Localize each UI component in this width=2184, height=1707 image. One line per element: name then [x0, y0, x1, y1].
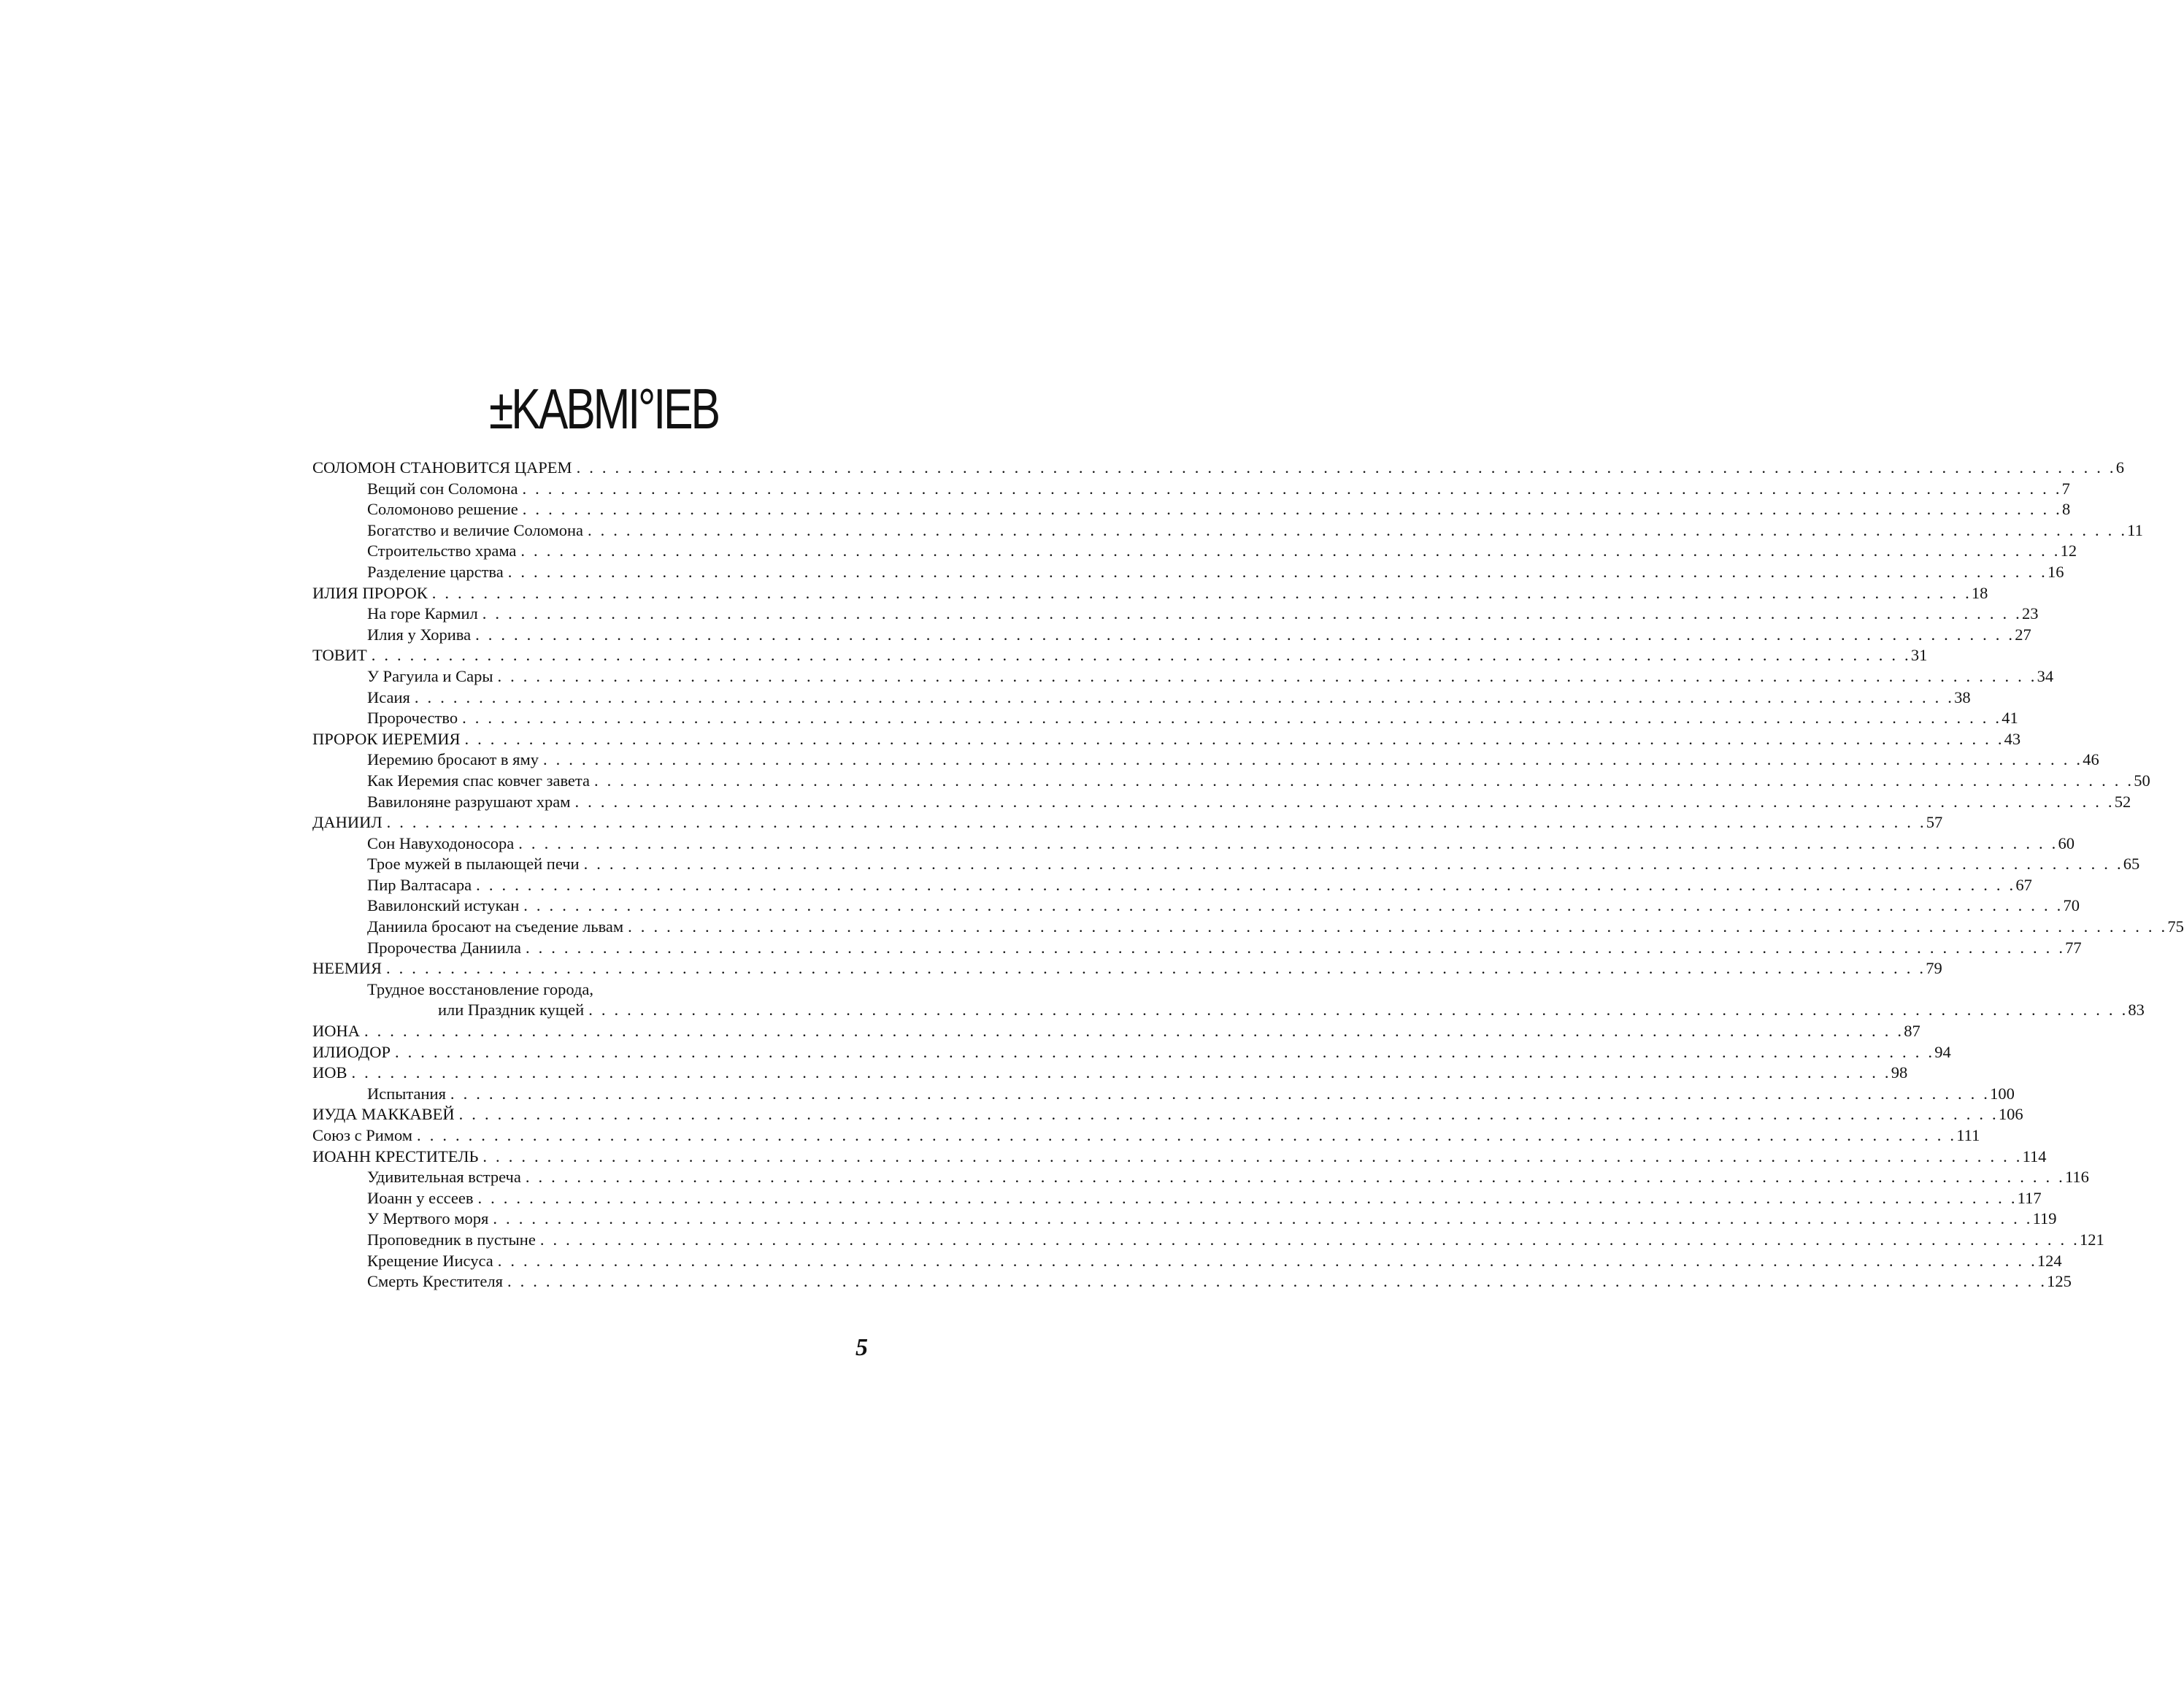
toc-entry-title: Исаия	[367, 687, 410, 706]
toc-entry	[312, 729, 2021, 750]
toc-entry	[312, 625, 2031, 646]
toc-entry	[312, 1000, 2145, 1021]
toc-entry-title: Союз с Римом	[312, 1126, 413, 1144]
toc-entry	[312, 958, 1942, 979]
toc-entry	[312, 1125, 1980, 1147]
toc-entry-page-number: 11	[2127, 520, 2143, 539]
toc-entry-title: СОЛОМОН СТАНОВИТСЯ ЦАРЕМ	[312, 458, 572, 477]
dot-leader: . . . . . . . . . . . . . . . . . . . . . . . . . . . . . . . . . . . . . . . . . . . . . . . . . . . . . . . . . . . . . . . . . . . . . . . . . . . . . . . . . . . . . . . . . . . . . . . . . . . . . . . . . . . . . . . . . . . . . . . .	[594, 771, 2134, 790]
dot-leader: . . . . . . . . . . . . . . . . . . . . . . . . . . . . . . . . . . . . . . . . . . . . . . . . . . . . . . . . . . . . . . . . . . . . . . . . . . . . . . . . . . . . . . . . . . . . . . . . . . . . . . . . . . . . . . . . . . . . . . . .	[493, 1209, 2033, 1228]
dot-leader: . . . . . . . . . . . . . . . . . . . . . . . . . . . . . . . . . . . . . . . . . . . . . . . . . . . . . . . . . . . . . . . . . . . . . . . . . . . . . . . . . . . . . . . . . . . . . . . . . . . . . . . . . . . . . . . . . . . . . . . .	[497, 666, 2037, 685]
dot-leader: . . . . . . . . . . . . . . . . . . . . . . . . . . . . . . . . . . . . . . . . . . . . . . . . . . . . . . . . . . . . . . . . . . . . . . . . . . . . . . . . . . . . . . . . . . . . . . . . . . . . . . . . . . . . . . . . . . . . . . . .	[364, 1022, 1904, 1041]
toc-entry-title: Крещение Иисуса	[367, 1251, 493, 1270]
dot-leader: . . . . . . . . . . . . . . . . . . . . . . . . . . . . . . . . . . . . . . . . . . . . . . . . . . . . . . . . . . . . . . . . . . . . . . . . . . . . . . . . . . . . . . . . . . . . . . . . . . . . . . . . . . . . . . . . . . . . . . . .	[417, 1126, 1957, 1144]
toc-entry	[312, 645, 1928, 666]
page-title: ±KABMI°IEB	[489, 377, 718, 441]
toc-entry-page-number: 87	[1904, 1022, 1920, 1041]
table-of-contents	[312, 458, 2184, 1292]
toc-entry	[312, 541, 2077, 562]
toc-entry-page-number: 100	[1990, 1084, 2015, 1103]
toc-entry-title: Трудное восстановление города,	[367, 979, 594, 998]
toc-entry-page-number: 111	[1956, 1126, 1980, 1144]
toc-entry-page-number: 121	[2080, 1230, 2104, 1249]
toc-entry-page-number: 57	[1926, 813, 1943, 832]
toc-entry	[312, 562, 2064, 583]
dot-leader: . . . . . . . . . . . . . . . . . . . . . . . . . . . . . . . . . . . . . . . . . . . . . . . . . . . . . . . . . . . . . . . . . . . . . . . . . . . . . . . . . . . . . . . . . . . . . . . . . . . . . . . . . . . . . . . . . . . . . . . .	[497, 1251, 2037, 1270]
toc-entry-page-number: 116	[2065, 1168, 2089, 1187]
dot-leader: . . . . . . . . . . . . . . . . . . . . . . . . . . . . . . . . . . . . . . . . . . . . . . . . . . . . . . . . . . . . . . . . . . . . . . . . . . . . . . . . . . . . . . . . . . . . . . . . . . . . . . . . . . . . . . . . . . . . . . . .	[386, 959, 1926, 978]
toc-entry-page-number: 60	[2058, 833, 2075, 852]
toc-entry-title: У Рагуила и Сары	[367, 666, 493, 685]
toc-entry-title: Разделение царства	[367, 562, 504, 581]
toc-entry-title: Вавилоняне разрушают храм	[367, 792, 571, 811]
dot-leader: . . . . . . . . . . . . . . . . . . . . . . . . . . . . . . . . . . . . . . . . . . . . . . . . . . . . . . . . . . . . . . . . . . . . . . . . . . . . . . . . . . . . . . . . . . . . . . . . . . . . . . . . . . . . . . . . . . . . . . . .	[588, 1001, 2129, 1020]
dot-leader: . . . . . . . . . . . . . . . . . . . . . . . . . . . . . . . . . . . . . . . . . . . . . . . . . . . . . . . . . . . . . . . . . . . . . . . . . . . . . . . . . . . . . . . . . . . . . . . . . . . . . . . . . . . . . . . . . . . . . . . .	[525, 1168, 2065, 1187]
toc-entry	[312, 520, 2143, 542]
dot-leader: . . . . . . . . . . . . . . . . . . . . . . . . . . . . . . . . . . . . . . . . . . . . . . . . . . . . . . . . . . . . . . . . . . . . . . . . . . . . . . . . . . . . . . . . . . . . . . . . . . . . . . . . . . . . . . . . . . . . . . . .	[476, 875, 2016, 894]
toc-entry	[312, 687, 1971, 709]
toc-entry-title: ДАНИИЛ	[312, 813, 382, 832]
toc-entry-title: ПРОРОК ИЕРЕМИЯ	[312, 729, 461, 748]
toc-entry	[312, 750, 2099, 771]
dot-leader: . . . . . . . . . . . . . . . . . . . . . . . . . . . . . . . . . . . . . . . . . . . . . . . . . . . . . . . . . . . . . . . . . . . . . . . . . . . . . . . . . . . . . . . . . . . . . . . . . . . . . . . . . . . . . . . . . . . . . . . .	[464, 729, 2004, 748]
dot-leader: . . . . . . . . . . . . . . . . . . . . . . . . . . . . . . . . . . . . . . . . . . . . . . . . . . . . . . . . . . . . . . . . . . . . . . . . . . . . . . . . . . . . . . . . . . . . . . . . . . . . . . . . . . . . . . . . . . . . . . . .	[583, 855, 2123, 874]
toc-entry	[312, 833, 2075, 855]
toc-entry-page-number: 124	[2037, 1251, 2062, 1270]
dot-leader: . . . . . . . . . . . . . . . . . . . . . . . . . . . . . . . . . . . . . . . . . . . . . . . . . . . . . . . . . . . . . . . . . . . . . . . . . . . . . . . . . . . . . . . . . . . . . . . . . . . . . . . . . . . . . . . . . . . . . . . .	[520, 542, 2061, 560]
toc-entry-title: У Мертвого моря	[367, 1209, 489, 1228]
toc-entry-page-number: 18	[1971, 583, 1988, 602]
toc-entry-page-number: 52	[2114, 792, 2131, 811]
toc-entry-page-number: 6	[2115, 458, 2124, 477]
toc-entry	[312, 771, 2150, 792]
toc-entry	[312, 1167, 2089, 1188]
dot-leader: . . . . . . . . . . . . . . . . . . . . . . . . . . . . . . . . . . . . . . . . . . . . . . . . . . . . . . . . . . . . . . . . . . . . . . . . . . . . . . . . . . . . . . . . . . . . . . . . . . . . . . . . . . . . . . . . . . . . . . . .	[477, 1188, 2018, 1207]
toc-entry-title: ТОВИТ	[312, 646, 367, 665]
dot-leader: . . . . . . . . . . . . . . . . . . . . . . . . . . . . . . . . . . . . . . . . . . . . . . . . . . . . . . . . . . . . . . . . . . . . . . . . . . . . . . . . . . . . . . . . . . . . . . . . . . . . . . . . . . . . . . . . . . . . . . . .	[518, 833, 2058, 852]
dot-leader: . . . . . . . . . . . . . . . . . . . . . . . . . . . . . . . . . . . . . . . . . . . . . . . . . . . . . . . . . . . . . . . . . . . . . . . . . . . . . . . . . . . . . . . . . . . . . . . . . . . . . . . . . . . . . . . . . . . . . . . .	[628, 917, 2168, 936]
toc-entry-page-number: 31	[1910, 646, 1928, 665]
toc-entry	[312, 1021, 1920, 1042]
toc-entry-page-number: 23	[2021, 604, 2039, 623]
toc-entry-title: Смерть Крестителя	[367, 1272, 503, 1291]
dot-leader: . . . . . . . . . . . . . . . . . . . . . . . . . . . . . . . . . . . . . . . . . . . . . . . . . . . . . . . . . . . . . . . . . . . . . . . . . . . . . . . . . . . . . . . . . . . . . . . . . . . . . . . . . . . . . . . . . . . . . . . .	[450, 1084, 1991, 1103]
toc-entry-page-number: 16	[2047, 562, 2064, 581]
toc-entry-page-number: 119	[2032, 1209, 2057, 1228]
dot-leader: . . . . . . . . . . . . . . . . . . . . . . . . . . . . . . . . . . . . . . . . . . . . . . . . . . . . . . . . . . . . . . . . . . . . . . . . . . . . . . . . . . . . . . . . . . . . . . . . . . . . . . . . . . . . . . . . . . . . . . . .	[587, 520, 2128, 539]
toc-entry-page-number: 98	[1891, 1063, 1908, 1082]
dot-leader: . . . . . . . . . . . . . . . . . . . . . . . . . . . . . . . . . . . . . . . . . . . . . . . . . . . . . . . . . . . . . . . . . . . . . . . . . . . . . . . . . . . . . . . . . . . . . . . . . . . . . . . . . . . . . . . . . . . . . . . .	[371, 646, 1911, 665]
page-number: 5	[855, 1334, 868, 1361]
toc-entry-title: ИОВ	[312, 1063, 347, 1082]
toc-entry-page-number: 46	[2083, 750, 2099, 769]
toc-entry-page-number: 117	[2017, 1188, 2042, 1207]
toc-entry	[312, 1230, 2104, 1251]
toc-entry-page-number: 34	[2037, 666, 2054, 685]
dot-leader: . . . . . . . . . . . . . . . . . . . . . . . . . . . . . . . . . . . . . . . . . . . . . . . . . . . . . . . . . . . . . . . . . . . . . . . . . . . . . . . . . . . . . . . . . . . . . . . . . . . . . . . . . . . . . . . . . . . . . . . .	[458, 1105, 1999, 1124]
dot-leader: . . . . . . . . . . . . . . . . . . . . . . . . . . . . . . . . . . . . . . . . . . . . . . . . . . . . . . . . . . . . . . . . . . . . . . . . . . . . . . . . . . . . . . . . . . . . . . . . . . . . . . . . . . . . . . . . . . . . . . . .	[574, 792, 2115, 811]
toc-entry-page-number: 83	[2128, 1001, 2145, 1020]
toc-entry	[312, 666, 2054, 687]
dot-leader: . . . . . . . . . . . . . . . . . . . . . . . . . . . . . . . . . . . . . . . . . . . . . . . . . . . . . . . . . . . . . . . . . . . . . . . . . . . . . . . . . . . . . . . . . . . . . . . . . . . . . . . . . . . . . . . . . . . . . . . .	[482, 1147, 2023, 1165]
toc-entry-title: Проповедник в пустыне	[367, 1230, 536, 1249]
toc-entry	[312, 1147, 2047, 1168]
dot-leader: . . . . . . . . . . . . . . . . . . . . . . . . . . . . . . . . . . . . . . . . . . . . . . . . . . . . . . . . . . . . . . . . . . . . . . . . . . . . . . . . . . . . . . . . . . . . . . . . . . . . . . . . . . . . . . . . . . . . . . . .	[475, 625, 2015, 644]
toc-entry-title: Даниила бросают на съедение львам	[367, 917, 624, 936]
toc-entry-title: Пир Валтасара	[367, 875, 472, 894]
toc-entry	[312, 499, 2071, 520]
toc-entry-title: Удивительная встреча	[367, 1168, 521, 1187]
toc-entry-page-number: 41	[2002, 709, 2018, 728]
dot-leader: . . . . . . . . . . . . . . . . . . . . . . . . . . . . . . . . . . . . . . . . . . . . . . . . . . . . . . . . . . . . . . . . . . . . . . . . . . . . . . . . . . . . . . . . . . . . . . . . . . . . . . . . . . . . . . . . . . . . . . . .	[543, 750, 2083, 769]
dot-leader: . . . . . . . . . . . . . . . . . . . . . . . . . . . . . . . . . . . . . . . . . . . . . . . . . . . . . . . . . . . . . . . . . . . . . . . . . . . . . . . . . . . . . . . . . . . . . . . . . . . . . . . . . . . . . . . . . . . . . . . .	[482, 604, 2022, 623]
toc-entry	[312, 458, 2124, 479]
toc-entry-page-number: 8	[2061, 500, 2071, 519]
toc-entry	[312, 479, 2070, 500]
toc-entry-title: Богатство и величие Соломона	[367, 520, 583, 539]
toc-entry	[312, 792, 2131, 813]
toc-entry-title: Иоанн у ессеев	[367, 1188, 474, 1207]
toc-entry-title: ИОНА	[312, 1022, 360, 1041]
toc-entry	[312, 1271, 2072, 1292]
toc-entry-title: Трое мужей в пылающей печи	[367, 855, 580, 874]
dot-leader: . . . . . . . . . . . . . . . . . . . . . . . . . . . . . . . . . . . . . . . . . . . . . . . . . . . . . . . . . . . . . . . . . . . . . . . . . . . . . . . . . . . . . . . . . . . . . . . . . . . . . . . . . . . . . . . . . . . . . . . .	[414, 687, 1955, 706]
toc-entry	[312, 812, 1943, 833]
toc-entry-title: Как Иеремия спас ковчег завета	[367, 771, 591, 790]
toc-entry-title: Иеремию бросают в яму	[367, 750, 539, 769]
toc-entry	[312, 1251, 2062, 1272]
toc-entry-title: Пророчество	[367, 709, 458, 728]
toc-entry	[312, 1104, 2023, 1125]
toc-entry-page-number: 27	[2015, 625, 2031, 644]
toc-entry-page-number: 125	[2047, 1272, 2072, 1291]
toc-entry-page-number: 67	[2015, 875, 2032, 894]
toc-entry-title: Илия у Хорива	[367, 625, 472, 644]
toc-entry-title: ИОАНН КРЕСТИТЕЛЬ	[312, 1147, 479, 1165]
dot-leader: . . . . . . . . . . . . . . . . . . . . . . . . . . . . . . . . . . . . . . . . . . . . . . . . . . . . . . . . . . . . . . . . . . . . . . . . . . . . . . . . . . . . . . . . . . . . . . . . . . . . . . . . . . . . . . . . . . . . . . . .	[539, 1230, 2080, 1249]
toc-entry	[312, 875, 2032, 896]
dot-leader: . . . . . . . . . . . . . . . . . . . . . . . . . . . . . . . . . . . . . . . . . . . . . . . . . . . . . . . . . . . . . . . . . . . . . . . . . . . . . . . . . . . . . . . . . . . . . . . . . . . . . . . . . . . . . . . . . . . . . . . .	[462, 709, 2002, 728]
dot-leader: . . . . . . . . . . . . . . . . . . . . . . . . . . . . . . . . . . . . . . . . . . . . . . . . . . . . . . . . . . . . . . . . . . . . . . . . . . . . . . . . . . . . . . . . . . . . . . . . . . . . . . . . . . . . . . . . . . . . . . . .	[507, 1272, 2048, 1291]
toc-entry-page-number: 43	[2004, 729, 2021, 748]
toc-entry-title: На горе Кармил	[367, 604, 478, 623]
toc-entry-title: Вещий сон Соломона	[367, 479, 518, 498]
toc-entry-page-number: 50	[2134, 771, 2150, 790]
toc-entry-page-number: 94	[1934, 1042, 1951, 1061]
dot-leader: . . . . . . . . . . . . . . . . . . . . . . . . . . . . . . . . . . . . . . . . . . . . . . . . . . . . . . . . . . . . . . . . . . . . . . . . . . . . . . . . . . . . . . . . . . . . . . . . . . . . . . . . . . . . . . . . . . . . . . . .	[351, 1063, 1891, 1082]
toc-entry-page-number: 79	[1926, 959, 1942, 978]
toc-entry	[312, 1188, 2042, 1209]
toc-entry-title: Вавилонский истукан	[367, 896, 520, 915]
toc-entry-title: Пророчества Даниила	[367, 938, 521, 957]
toc-entry-page-number: 70	[2063, 896, 2080, 915]
dot-leader: . . . . . . . . . . . . . . . . . . . . . . . . . . . . . . . . . . . . . . . . . . . . . . . . . . . . . . . . . . . . . . . . . . . . . . . . . . . . . . . . . . . . . . . . . . . . . . . . . . . . . . . . . . . . . . . . . . . . . . . .	[431, 583, 1972, 602]
dot-leader: . . . . . . . . . . . . . . . . . . . . . . . . . . . . . . . . . . . . . . . . . . . . . . . . . . . . . . . . . . . . . . . . . . . . . . . . . . . . . . . . . . . . . . . . . . . . . . . . . . . . . . . . . . . . . . . . . . . . . . . .	[386, 813, 1926, 832]
toc-entry-title: ИЛИОДОР	[312, 1042, 391, 1061]
toc-entry-page-number: 106	[1998, 1105, 2023, 1124]
toc-entry-page-number: 77	[2065, 938, 2082, 957]
toc-entry-page-number: 75	[2167, 917, 2184, 936]
dot-leader: . . . . . . . . . . . . . . . . . . . . . . . . . . . . . . . . . . . . . . . . . . . . . . . . . . . . . . . . . . . . . . . . . . . . . . . . . . . . . . . . . . . . . . . . . . . . . . . . . . . . . . . . . . . . . . . . . . . . . . . .	[525, 938, 2066, 957]
toc-entry	[312, 895, 2080, 917]
toc-entry	[312, 604, 2039, 625]
toc-entry-title: ИЛИЯ ПРОРОК	[312, 583, 428, 602]
toc-entry-page-number: 38	[1954, 687, 1971, 706]
dot-leader: . . . . . . . . . . . . . . . . . . . . . . . . . . . . . . . . . . . . . . . . . . . . . . . . . . . . . . . . . . . . . . . . . . . . . . . . . . . . . . . . . . . . . . . . . . . . . . . . . . . . . . . . . . . . . . . . . . . . . . . .	[522, 479, 2062, 498]
dot-leader: . . . . . . . . . . . . . . . . . . . . . . . . . . . . . . . . . . . . . . . . . . . . . . . . . . . . . . . . . . . . . . . . . . . . . . . . . . . . . . . . . . . . . . . . . . . . . . . . . . . . . . . . . . . . . . . . . . . . . . . .	[523, 896, 2064, 915]
toc-entry	[312, 938, 2082, 959]
toc-entry-title: НЕЕМИЯ	[312, 959, 382, 978]
toc-entry	[312, 917, 2184, 938]
toc-entry-title: Соломоново решение	[367, 500, 518, 519]
toc-entry-page-number: 114	[2022, 1147, 2047, 1165]
toc-entry-title: ИУДА МАККАВЕЙ	[312, 1105, 455, 1124]
toc-entry-title: Испытания	[367, 1084, 446, 1103]
dot-leader: . . . . . . . . . . . . . . . . . . . . . . . . . . . . . . . . . . . . . . . . . . . . . . . . . . . . . . . . . . . . . . . . . . . . . . . . . . . . . . . . . . . . . . . . . . . . . . . . . . . . . . . . . . . . . . . . . . . . . . . .	[395, 1042, 1935, 1061]
toc-entry-title: или Праздник кущей	[438, 1001, 585, 1020]
toc-entry	[312, 1063, 1908, 1084]
toc-entry	[312, 583, 1988, 604]
toc-entry-title: Строительство храма	[367, 542, 517, 560]
dot-leader: . . . . . . . . . . . . . . . . . . . . . . . . . . . . . . . . . . . . . . . . . . . . . . . . . . . . . . . . . . . . . . . . . . . . . . . . . . . . . . . . . . . . . . . . . . . . . . . . . . . . . . . . . . . . . . . . . . . . . . . .	[522, 500, 2062, 519]
toc-entry	[312, 1084, 2015, 1105]
toc-entry	[312, 854, 2140, 875]
toc-entry	[312, 1209, 2057, 1230]
toc-entry-title: Сон Навуходоносора	[367, 833, 515, 852]
toc-entry	[312, 708, 2018, 729]
dot-leader: . . . . . . . . . . . . . . . . . . . . . . . . . . . . . . . . . . . . . . . . . . . . . . . . . . . . . . . . . . . . . . . . . . . . . . . . . . . . . . . . . . . . . . . . . . . . . . . . . . . . . . . . . . . . . . . . . . . . . . . .	[507, 562, 2048, 581]
toc-entry-page-number: 65	[2123, 855, 2140, 874]
toc-entry	[312, 1042, 1951, 1063]
dot-leader: . . . . . . . . . . . . . . . . . . . . . . . . . . . . . . . . . . . . . . . . . . . . . . . . . . . . . . . . . . . . . . . . . . . . . . . . . . . . . . . . . . . . . . . . . . . . . . . . . . . . . . . . . . . . . . . . . . . . . . . .	[576, 458, 2116, 477]
toc-entry-page-number: 7	[2061, 479, 2070, 498]
toc-entry	[312, 979, 853, 1001]
toc-entry-page-number: 12	[2060, 542, 2077, 560]
